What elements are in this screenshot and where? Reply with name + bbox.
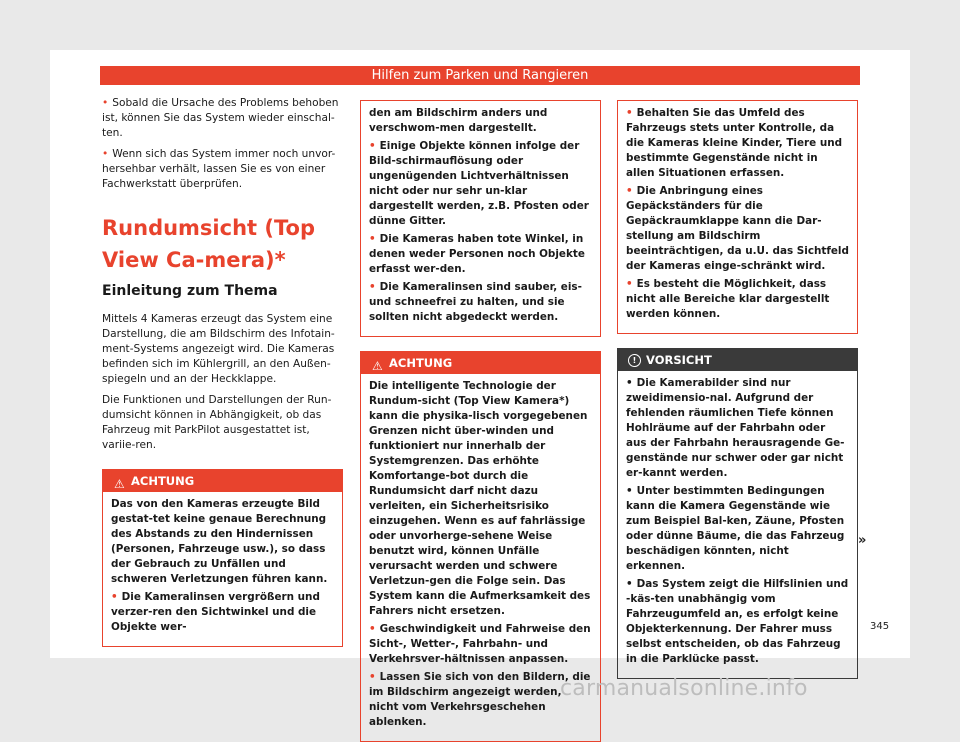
caution-box	[617, 348, 858, 679]
bullet-icon: •	[626, 377, 633, 389]
subsection-title: Einleitung zum Thema	[102, 283, 278, 299]
warning-header: ⚠ ACHTUNG	[103, 470, 342, 492]
continue-arrow-icon: »	[858, 533, 867, 548]
warning-header: ⚠ ACHTUNG	[361, 352, 600, 374]
bullet-icon: •	[369, 281, 376, 293]
list-item: • Lassen Sie sich von den Bildern, die im Bildschirm angezeigt werden, nicht vom Verkehrsgeschehen ablenken.	[369, 671, 591, 728]
bullet-icon: •	[626, 185, 633, 197]
bullet-icon: •	[626, 107, 633, 119]
section-title: Rundumsicht (Top View Ca-mera)*	[102, 216, 315, 272]
warning-box-continued	[617, 100, 858, 334]
warning-triangle-icon: ⚠	[372, 359, 383, 373]
page-number: 345	[870, 621, 890, 632]
warning-triangle-icon: ⚠	[114, 477, 125, 491]
column-middle	[360, 100, 601, 742]
caution-body	[618, 371, 857, 678]
list-item: • Wenn sich das System immer noch unvor-hersehbar verhält, lassen Sie es von einer Fachwerkstatt überprüfen.	[102, 148, 336, 190]
bullet-icon: •	[369, 623, 376, 635]
warning-body	[361, 101, 600, 336]
paragraph: Mittels 4 Kameras erzeugt das System eine Darstellung, die am Bildschirm des Infotain-ment-Systems angezeigt wird. Die Kameras befinden sich im Kühlergrill, an den Außen-spiegeln und an der Heckklappe.	[102, 313, 335, 385]
watermark: carmanualsonline.info	[560, 676, 808, 701]
caution-header: ! VORSICHT	[618, 349, 857, 371]
bullet-icon: •	[102, 148, 109, 160]
bullet-icon: •	[369, 671, 376, 683]
list-item: • Unter bestimmten Bedingungen kann die Kamera Gegenstände wie zum Beispiel Bal-ken, Zäune, Pfosten oder dünne Bäume, die das Fahrzeug beschädigen könnten, nicht erkennen.	[626, 485, 845, 572]
bullet-icon: •	[111, 591, 118, 603]
column-right	[617, 100, 858, 679]
page-header: Hilfen zum Parken und Rangieren	[100, 66, 860, 85]
list-item: • Es besteht die Möglichkeit, dass nicht alle Bereiche klar dargestellt werden können.	[626, 278, 830, 320]
list-item: • Die Kameralinsen sind sauber, eis- und schneefrei zu halten, und sie sollten nicht abgedeckt werden.	[369, 281, 582, 323]
column-left	[102, 96, 343, 647]
list-item: • Die Anbringung eines Gepäckständers für die Gepäckraumklappe kann die Dar-stellung am Bildschirm beeinträchtigen, da u.U. das Sichtfeld der Kameras einge-schränkt wird.	[626, 185, 849, 272]
bullet-icon: •	[102, 97, 109, 109]
list-item: • Einige Objekte können infolge der Bild-schirmauflösung oder ungenügenden Lichtverhältnissen nicht oder nur sehr un-klar dargestellt werden, z.B. Pfosten oder dünne Gitter.	[369, 140, 589, 227]
info-circle-icon: !	[628, 354, 641, 367]
warning-box	[102, 469, 343, 647]
list-item: • Behalten Sie das Umfeld des Fahrzeugs stets unter Kontrolle, da die Kameras kleine Kinder, Tiere und bestimmte Gegenstände nicht in allen Situationen erfassen.	[626, 107, 843, 179]
warning-body	[618, 101, 857, 333]
warning-body	[103, 492, 342, 646]
list-item: • Die Kameras haben tote Winkel, in denen weder Personen noch Objekte erfasst wer-den.	[369, 233, 585, 275]
list-item: • Die Kameralinsen vergrößern und verzer-ren den Sichtwinkel und die Objekte wer-	[111, 591, 320, 633]
list-item: • Sobald die Ursache des Problems behoben ist, können Sie das System wieder einschal-ten.	[102, 97, 339, 139]
list-item: • Das System zeigt die Hilfslinien und -käs-ten unabhängig vom Fahrzeugumfeld an, es erfolgt keine Objekterkennung. Der Fahrer muss selbst entscheiden, ob das Fahrzeug in die Parklücke passt.	[626, 578, 849, 665]
bullet-icon: •	[369, 140, 376, 152]
warning-text: Die intelligente Technologie der Rundum-sicht (Top View Kamera*) kann die physika-lisch vorgegebenen Grenzen nicht über-winden und funktioniert nur innerhalb der Systemgrenzen. Das erhöhte Komfortange-bot durch die Rundumsicht darf nicht dazu verleiten, ein Sicherheitsrisiko einzugehen. Wenn es auf fahrlässige oder unvorherge-sehene Weise benutzt wird, können Unfälle verursacht werden und schwere Verletzun-gen die Folge sein. Das System kann die Aufmerksamkeit des Fahrers nicht ersetzen.	[369, 380, 591, 617]
warning-text: den am Bildschirm anders und verschwom-men dargestellt.	[369, 107, 548, 134]
list-item: • Geschwindigkeit und Fahrweise den Sicht-, Wetter-, Fahrbahn- und Verkehrsver-hältnissen anpassen.	[369, 623, 591, 665]
bullet-icon: •	[626, 485, 633, 497]
bullet-icon: •	[626, 578, 633, 590]
bullet-icon: •	[369, 233, 376, 245]
list-item: • Die Kamerabilder sind nur zweidimensio-nal. Aufgrund der fehlenden räumlichen Tiefe können Hohlräume auf der Fahrbahn oder aus der Fahrbahn herausragende Ge-genstände nur schwer oder gar nicht er-kannt werden.	[626, 377, 845, 479]
warning-text: Das von den Kameras erzeugte Bild gestat-tet keine genaue Berechnung des Abstands zu den Hindernissen (Personen, Fahrzeuge usw.), so dass der Gebrauch zu Unfällen und schweren Verletzungen führen kann.	[111, 498, 328, 585]
paragraph: Die Funktionen und Darstellungen der Run-dumsicht können in Abhängigkeit, ob das Fahrzeug mit ParkPilot ausgestattet ist, variie-ren.	[102, 394, 332, 451]
warning-box-continued	[360, 100, 601, 337]
bullet-icon: •	[626, 278, 633, 290]
